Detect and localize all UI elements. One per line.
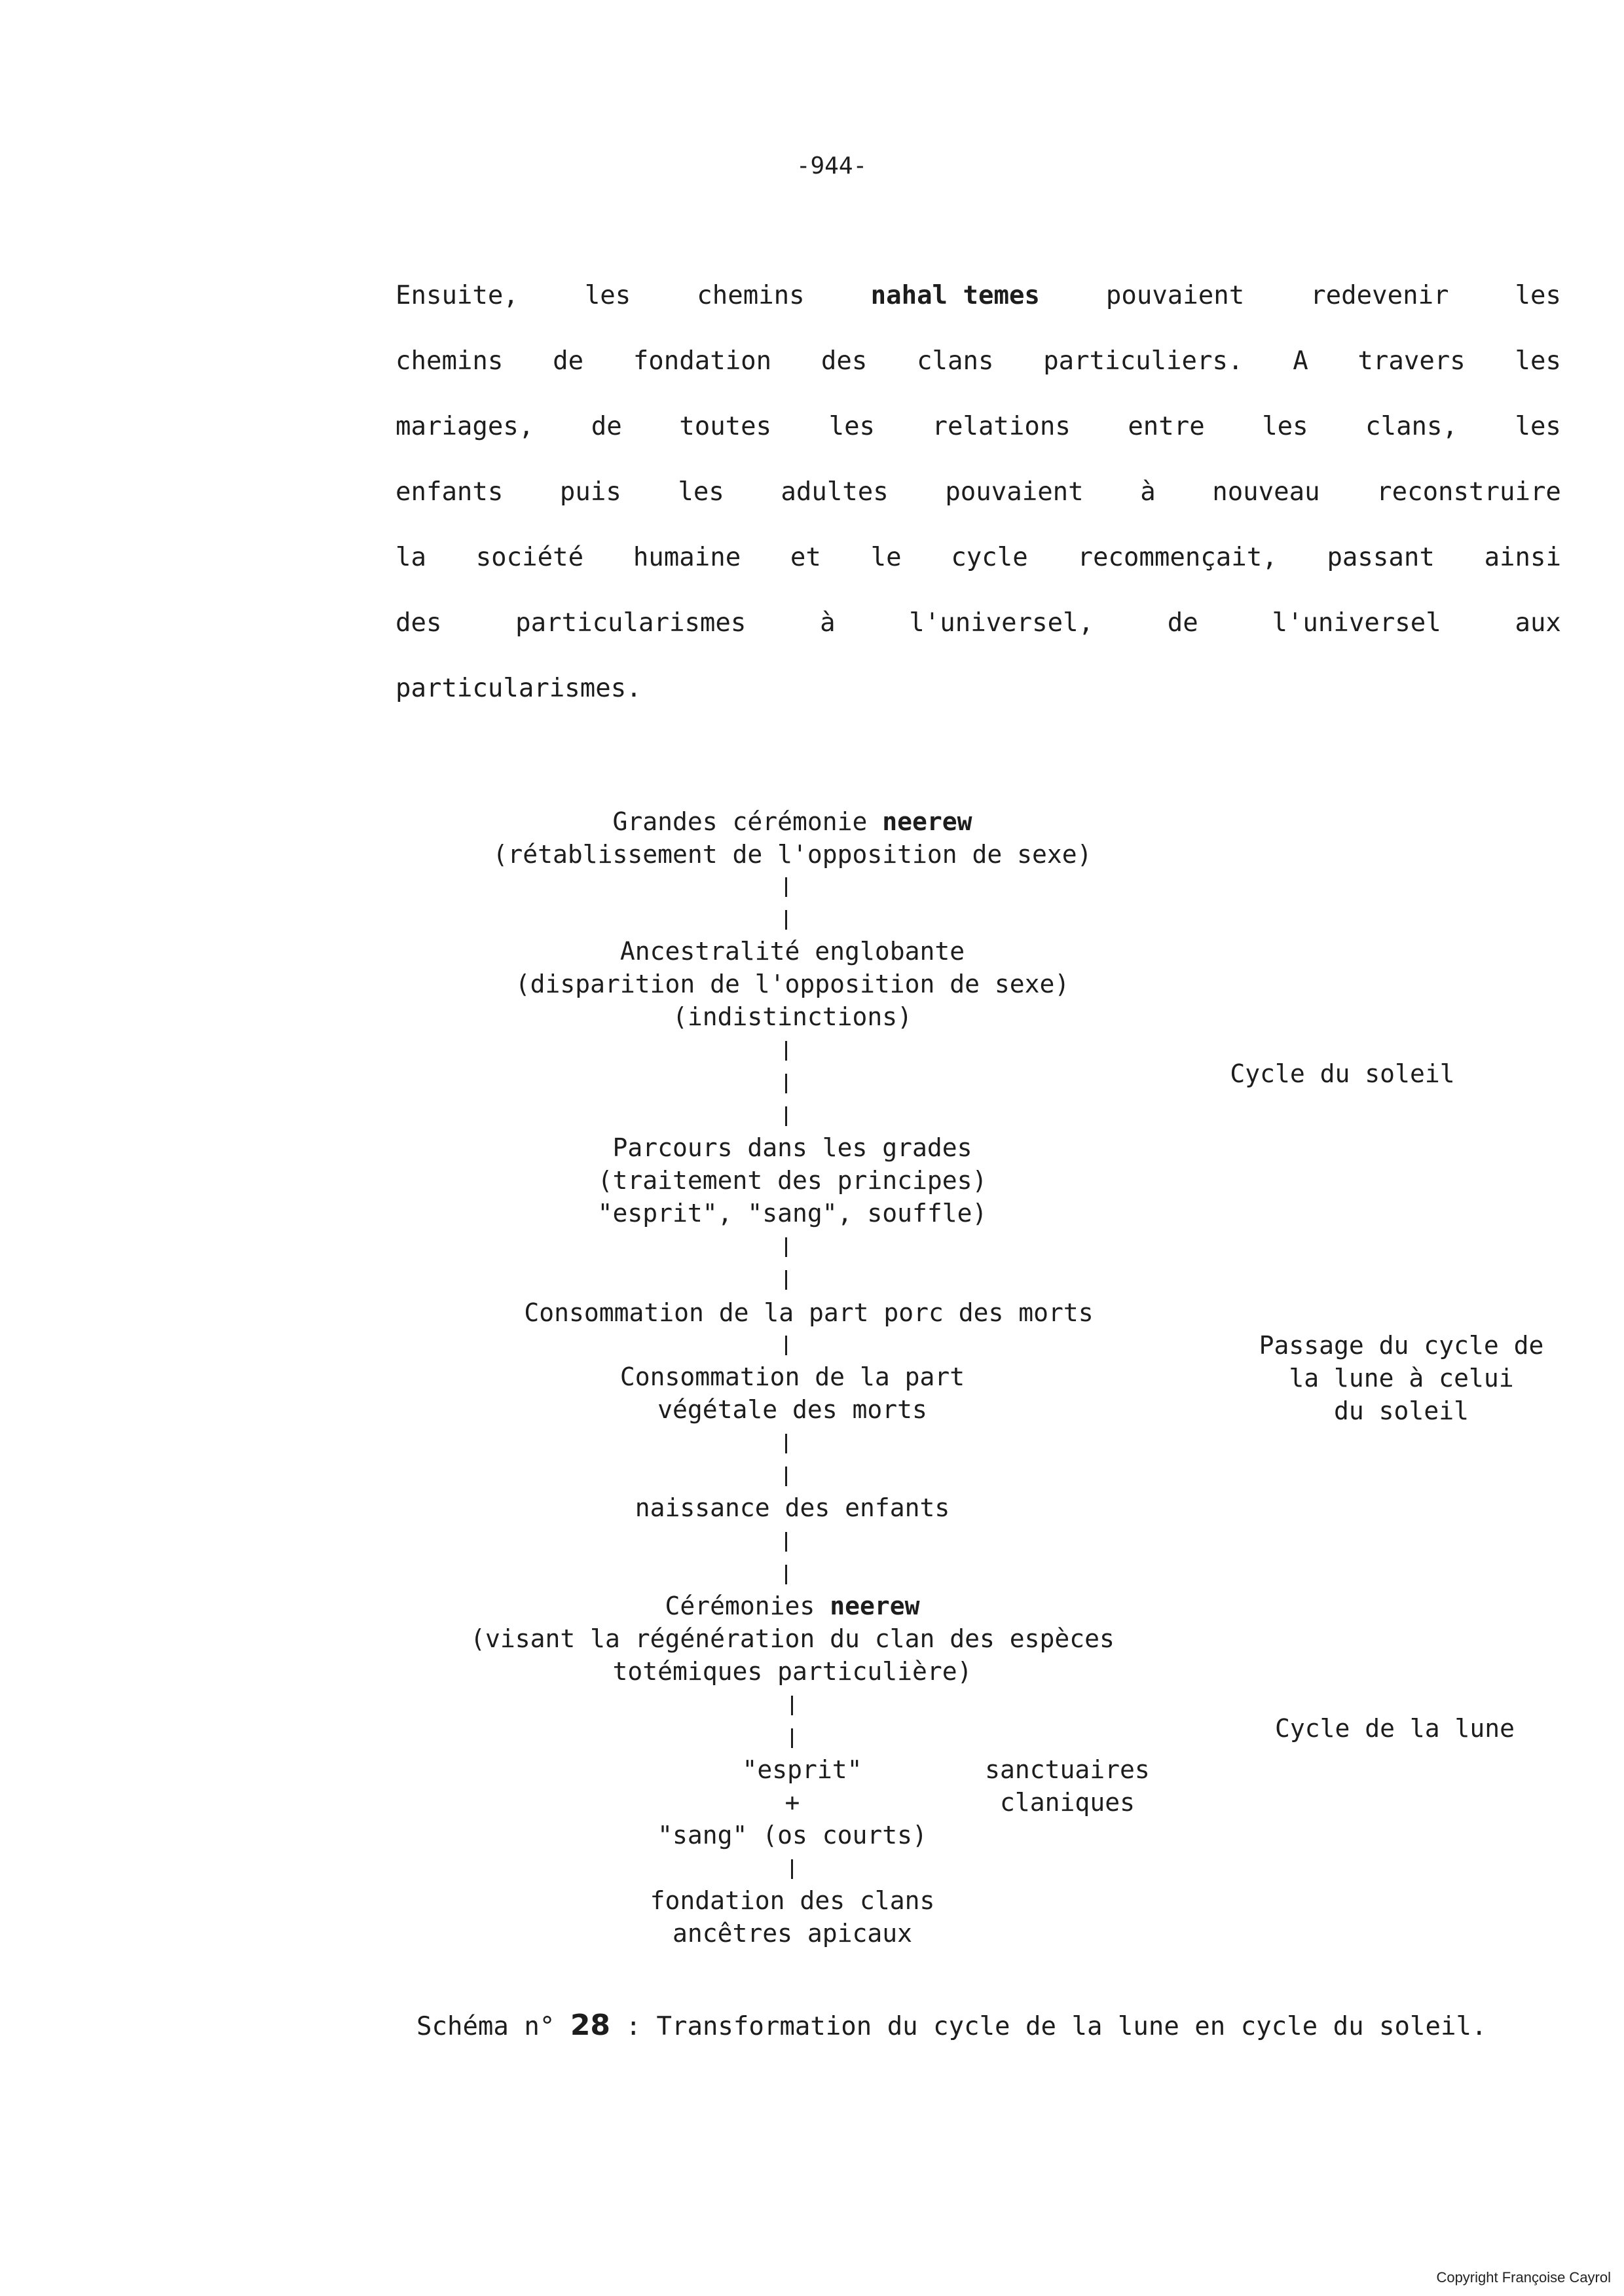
node-title [432, 1590, 1153, 1622]
word: humaine [633, 543, 741, 572]
word: toutes [679, 412, 772, 441]
word: clans [917, 346, 994, 376]
node-subtitle: végétale des morts [657, 1395, 927, 1424]
connector-line [785, 910, 787, 930]
word: des [821, 346, 868, 376]
word: clans, [1365, 412, 1458, 441]
word: à [820, 608, 836, 638]
connector-line [785, 877, 787, 897]
node-subtitle: totémiques particulière) [612, 1657, 972, 1686]
schema-node-parcours [458, 1131, 1126, 1230]
caption-separator: : [610, 2012, 657, 2041]
word: la [396, 543, 426, 572]
schema-node-consommation-porc [458, 1296, 1159, 1329]
word: de [591, 412, 622, 441]
connector-line [785, 1565, 787, 1584]
node-title: sanctuaires [985, 1755, 1150, 1784]
emphasis-term: nahal temes [870, 281, 1040, 310]
connector-line [785, 1270, 787, 1290]
schema-node-esprit-sang [589, 1753, 995, 1851]
node-title [458, 805, 1126, 838]
node-subtitle: (indistinctions) [672, 1002, 913, 1031]
paragraph-line [396, 347, 1561, 376]
word: travers [1357, 346, 1466, 376]
word: particularismes. [396, 674, 642, 703]
word: les [828, 412, 876, 441]
node-subtitle: claniques [1000, 1788, 1135, 1817]
node-title: Consommation de la part porc des morts [524, 1298, 1094, 1327]
page-number: -944- [796, 153, 868, 179]
node-text: Cérémonies [665, 1592, 830, 1620]
node-subtitle: "esprit", "sang", souffle) [597, 1199, 987, 1228]
plus-sign: + [784, 1788, 800, 1817]
connector-line [785, 1237, 787, 1257]
side-label-cycle-lune [1244, 1712, 1545, 1745]
word: fondation [633, 346, 772, 376]
node-subtitle: ancêtres apicaux [672, 1919, 913, 1948]
connector-line [785, 1106, 787, 1126]
word: puis [559, 477, 621, 507]
side-label-text: Cycle de la lune [1274, 1714, 1515, 1743]
body-paragraph [396, 282, 1561, 714]
word: cycle [951, 543, 1028, 572]
schema-node-consommation-vegetale [458, 1360, 1126, 1426]
node-subtitle: (traitement des principes) [597, 1166, 987, 1195]
node-title: Parcours dans les grades [612, 1133, 972, 1162]
paragraph-line [396, 674, 1561, 703]
word: A [1293, 346, 1308, 376]
paragraph-line [396, 543, 1561, 572]
word: de [1167, 608, 1198, 638]
word: le [870, 543, 902, 572]
word: les [584, 281, 631, 310]
word: les [1515, 281, 1561, 310]
side-label-passage [1231, 1329, 1572, 1427]
word: entre [1128, 412, 1205, 441]
connector-line [791, 1728, 793, 1748]
caption-text: Transformation du cycle de la lune en cycle du soleil. [656, 2012, 1487, 2041]
word: de [553, 346, 584, 376]
connector-line [785, 1467, 787, 1486]
connector-line [785, 1336, 787, 1355]
connector-line [785, 1041, 787, 1061]
paragraph-line [396, 282, 1561, 310]
word: ainsi [1484, 543, 1561, 572]
word: Ensuite, [396, 281, 519, 310]
connector-line [785, 1074, 787, 1093]
caption-prefix: Schéma n° [416, 2012, 570, 2041]
word: reconstruire [1376, 477, 1561, 507]
figure-caption [416, 2009, 1486, 2042]
connector-line [791, 1696, 793, 1715]
word: société [475, 543, 584, 572]
word: chemins [396, 346, 504, 376]
side-label-text: Passage du cycle de [1259, 1331, 1544, 1360]
paragraph-line [396, 412, 1561, 441]
schema-node-ceremonies-neerew [432, 1590, 1153, 1688]
word: l'universel, [909, 608, 1094, 638]
side-label-text: du soleil [1334, 1396, 1469, 1425]
word: particuliers. [1043, 346, 1244, 376]
word: et [790, 543, 821, 572]
schema-node-grandes-ceremonie [458, 805, 1126, 871]
node-title: naissance des enfants [635, 1493, 950, 1522]
node-text: Grandes cérémonie [612, 807, 883, 836]
word: passant [1327, 543, 1435, 572]
schema-node-naissance [458, 1491, 1126, 1524]
word: mariages, [396, 412, 534, 441]
node-title: fondation des clans [650, 1886, 935, 1915]
paragraph-line [396, 478, 1561, 507]
word: à [1140, 477, 1156, 507]
word: particularismes [515, 608, 747, 638]
side-label-text: Cycle du soleil [1230, 1059, 1455, 1088]
connector-line [785, 1434, 787, 1453]
word: les [678, 477, 724, 507]
node-subtitle: (disparition de l'opposition de sexe) [515, 970, 1070, 998]
word: adultes [781, 477, 889, 507]
word: les [1515, 346, 1561, 376]
copyright-notice: Copyright Françoise Cayrol [1436, 2269, 1611, 2286]
side-label-cycle-soleil [1192, 1057, 1493, 1090]
word: recommençait, [1077, 543, 1278, 572]
node-title: Ancestralité englobante [619, 937, 965, 966]
node-bold-term: neerew [882, 807, 972, 836]
word: l'universel [1272, 608, 1441, 638]
word: des [396, 608, 442, 638]
node-subtitle: (visant la régénération du clan des espèces [470, 1624, 1115, 1653]
word: relations [932, 412, 1071, 441]
node-subtitle: (rétablissement de l'opposition de sexe) [492, 840, 1092, 869]
schema-node-sanctuaires [950, 1753, 1185, 1819]
caption-number: 28 [570, 2009, 611, 2042]
word: les [1515, 412, 1561, 441]
node-bold-term: neerew [830, 1592, 920, 1620]
word: aux [1515, 608, 1561, 638]
node-title: "esprit" [742, 1755, 862, 1784]
word: pouvaient [945, 477, 1084, 507]
connector-line [791, 1859, 793, 1879]
node-subtitle: "sang" (os courts) [657, 1821, 927, 1850]
connector-line [785, 1532, 787, 1552]
word: chemins [697, 281, 805, 310]
word: nouveau [1212, 477, 1320, 507]
word: pouvaient [1105, 281, 1245, 310]
schema-node-fondation [589, 1884, 995, 1950]
side-label-text: la lune à celui [1289, 1364, 1514, 1393]
paragraph-line [396, 609, 1561, 638]
word: enfants [396, 477, 504, 507]
word: les [1262, 412, 1308, 441]
schema-node-ancestralite [458, 935, 1126, 1033]
word: redevenir [1310, 281, 1449, 310]
node-title: Consommation de la part [619, 1362, 965, 1391]
